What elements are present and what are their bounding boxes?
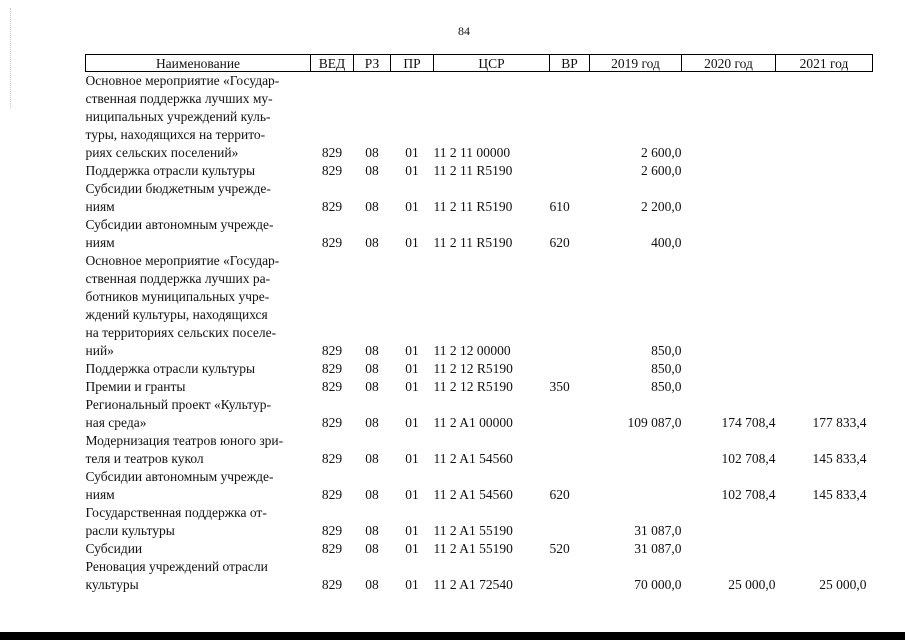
row-value-2019: 2 200,0	[641, 199, 682, 214]
row-value-2021	[776, 378, 873, 396]
row-ved: 829	[321, 487, 343, 502]
row-value-2021	[776, 72, 873, 163]
row-pr: 01	[405, 343, 419, 358]
row-value-2021: 145 833,4	[812, 487, 867, 502]
row-csr: 11 2 A1 00000	[433, 415, 513, 430]
page-number: 84	[458, 24, 470, 38]
table-header	[86, 55, 873, 72]
table-row	[86, 72, 873, 163]
row-value-2021	[776, 360, 873, 378]
row-vr: 520	[549, 541, 570, 556]
row-value-2021: 177 833,4	[812, 415, 867, 430]
row-value-2020	[682, 540, 776, 558]
row-vr	[550, 162, 590, 180]
row-csr: 11 2 A1 54560	[433, 487, 513, 502]
row-value-2020	[682, 180, 776, 216]
row-value-2020	[682, 360, 776, 378]
table-row	[86, 540, 873, 558]
row-pr: 01	[405, 235, 419, 250]
row-rz: 08	[365, 541, 379, 556]
row-pr: 01	[405, 451, 419, 466]
row-ved: 829	[321, 523, 343, 538]
row-pr: 01	[405, 163, 419, 178]
row-ved: 829	[321, 343, 343, 358]
row-value-2019: 2 600,0	[641, 163, 682, 178]
row-pr: 01	[405, 541, 419, 556]
row-csr: 11 2 11 R5190	[433, 235, 513, 250]
row-csr: 11 2 12 R5190	[433, 379, 513, 394]
row-value-2020	[682, 72, 776, 163]
scan-bottom-edge	[0, 632, 905, 640]
header-csr: ЦСР	[434, 55, 550, 72]
row-rz: 08	[365, 379, 379, 394]
row-value-2021: 25 000,0	[819, 577, 867, 592]
row-rz: 08	[365, 415, 379, 430]
row-value-2019: 850,0	[651, 361, 682, 376]
row-ved: 829	[321, 163, 343, 178]
row-vr: 610	[549, 199, 570, 214]
row-name: Субсидии автономным учрежде- ниям	[85, 469, 274, 502]
row-ved: 829	[321, 577, 343, 592]
row-vr: 620	[549, 487, 570, 502]
row-pr: 01	[405, 361, 419, 376]
table-row	[86, 216, 873, 252]
row-rz: 08	[365, 361, 379, 376]
row-value-2019: 109 087,0	[627, 415, 682, 430]
table-row	[86, 432, 873, 468]
row-vr	[550, 432, 590, 468]
row-vr	[550, 72, 590, 163]
header-vr: ВР	[550, 55, 590, 72]
row-csr: 11 2 11 R5190	[433, 163, 513, 178]
header-ved: ВЕД	[311, 55, 354, 72]
row-pr: 01	[405, 379, 419, 394]
row-rz: 08	[365, 145, 379, 160]
row-value-2020: 102 708,4	[721, 451, 776, 466]
row-ved: 829	[321, 541, 343, 556]
row-name: Реновация учреждений отрасли культуры	[85, 559, 268, 592]
row-vr	[550, 360, 590, 378]
row-ved: 829	[321, 415, 343, 430]
row-csr: 11 2 11 00000	[433, 145, 511, 160]
row-ved: 829	[321, 199, 343, 214]
row-rz: 08	[365, 487, 379, 502]
row-rz: 08	[365, 199, 379, 214]
row-vr: 350	[549, 379, 570, 394]
row-pr: 01	[405, 487, 419, 502]
table-row	[86, 360, 873, 378]
table-row	[86, 252, 873, 360]
row-csr: 11 2 A1 55190	[433, 523, 513, 538]
row-rz: 08	[365, 343, 379, 358]
row-csr: 11 2 A1 72540	[433, 577, 513, 592]
row-pr: 01	[405, 577, 419, 592]
row-name: Субсидии автономным учрежде- ниям	[85, 217, 274, 250]
row-ved: 829	[321, 145, 343, 160]
row-name: Региональный проект «Культур- ная среда»	[85, 397, 271, 430]
row-name: Поддержка отрасли культуры	[85, 163, 256, 178]
row-pr: 01	[405, 415, 419, 430]
row-rz: 08	[365, 451, 379, 466]
row-value-2021: 145 833,4	[812, 451, 867, 466]
table-row	[86, 558, 873, 594]
row-value-2019: 400,0	[651, 235, 682, 250]
row-name: Субсидии	[85, 541, 143, 556]
row-value-2019	[590, 432, 682, 468]
row-rz: 08	[365, 163, 379, 178]
row-csr: 11 2 12 00000	[433, 343, 511, 358]
row-ved: 829	[321, 379, 343, 394]
row-ved: 829	[321, 235, 343, 250]
row-name: Государственная поддержка от- расли культуры	[85, 505, 267, 538]
row-ved: 829	[321, 361, 343, 376]
row-value-2019: 2 600,0	[641, 145, 682, 160]
row-name: Поддержка отрасли культуры	[85, 361, 256, 376]
row-value-2019: 31 087,0	[634, 523, 682, 538]
row-name: Модернизация театров юного зри- теля и театров кукол	[85, 433, 284, 466]
row-value-2019: 31 087,0	[634, 541, 682, 556]
row-csr: 11 2 11 R5190	[433, 199, 513, 214]
table-row	[86, 396, 873, 432]
scan-margin-marks	[10, 8, 17, 108]
table-body	[86, 72, 873, 595]
row-name: Основное мероприятие «Государ- ственная поддержка лучших ра- ботников муниципальных учре- ждений культуры, находящихся на территориях сельских поселе- ний»	[85, 253, 280, 358]
row-value-2019: 850,0	[651, 379, 682, 394]
row-name: Основное мероприятие «Государ- ственная поддержка лучших му- ниципальных учреждений куль- туры, находящихся на террито- риях сельских поселений»	[85, 73, 280, 160]
table-row	[86, 162, 873, 180]
row-vr	[550, 252, 590, 360]
row-value-2020	[682, 216, 776, 252]
row-csr: 11 2 12 R5190	[433, 361, 513, 376]
row-value-2021	[776, 180, 873, 216]
row-value-2019: 850,0	[651, 343, 682, 358]
row-name: Субсидии бюджетным учрежде- ниям	[85, 181, 271, 214]
row-pr: 01	[405, 523, 419, 538]
header-2020: 2020 год	[682, 55, 776, 72]
row-value-2020: 102 708,4	[721, 487, 776, 502]
row-name: Премии и гранты	[85, 379, 186, 394]
row-rz: 08	[365, 577, 379, 592]
row-rz: 08	[365, 235, 379, 250]
row-value-2021	[776, 540, 873, 558]
header-2021: 2021 год	[776, 55, 873, 72]
table-row	[86, 180, 873, 216]
row-value-2020: 174 708,4	[721, 415, 776, 430]
table-row	[86, 504, 873, 540]
header-2019: 2019 год	[590, 55, 682, 72]
row-vr	[550, 558, 590, 594]
row-value-2019	[590, 468, 682, 504]
header-rz: РЗ	[354, 55, 391, 72]
row-value-2020	[682, 162, 776, 180]
row-value-2020: 25 000,0	[728, 577, 776, 592]
row-value-2020	[682, 504, 776, 540]
row-pr: 01	[405, 199, 419, 214]
row-csr: 11 2 A1 55190	[433, 541, 513, 556]
row-csr: 11 2 A1 54560	[433, 451, 513, 466]
row-value-2019: 70 000,0	[634, 577, 682, 592]
table-row	[86, 378, 873, 396]
row-ved: 829	[321, 451, 343, 466]
budget-table	[85, 54, 873, 594]
row-value-2021	[776, 252, 873, 360]
header-pr: ПР	[391, 55, 434, 72]
row-vr	[550, 504, 590, 540]
row-value-2021	[776, 162, 873, 180]
header-name: Наименование	[86, 55, 311, 72]
row-vr	[550, 396, 590, 432]
row-value-2021	[776, 216, 873, 252]
row-value-2020	[682, 252, 776, 360]
row-value-2021	[776, 504, 873, 540]
row-rz: 08	[365, 523, 379, 538]
row-pr: 01	[405, 145, 419, 160]
row-value-2020	[682, 378, 776, 396]
table-row	[86, 468, 873, 504]
row-vr: 620	[549, 235, 570, 250]
